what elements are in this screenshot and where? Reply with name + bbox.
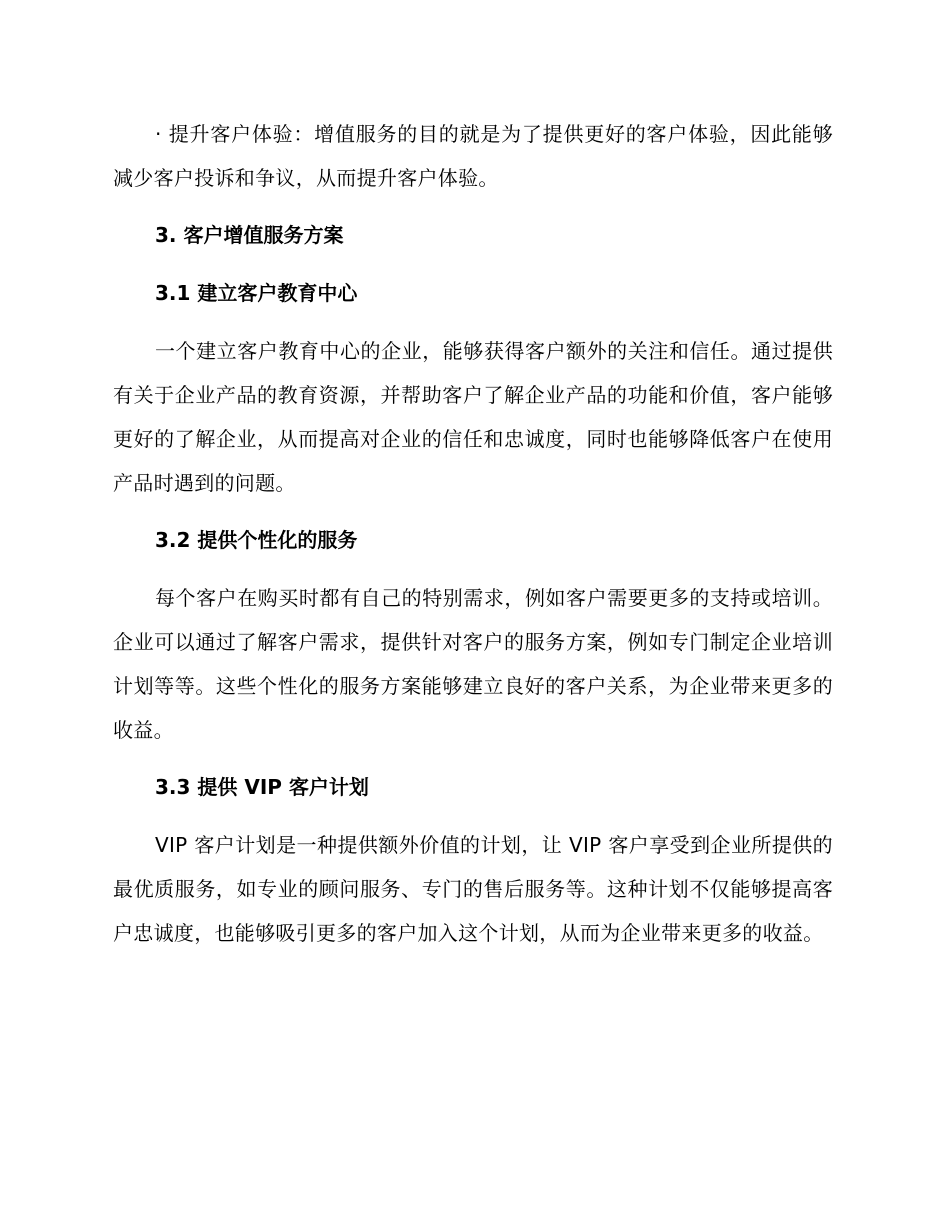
paragraph-customer-experience: · 提升客户体验：增值服务的目的就是为了提供更好的客户体验，因此能够减少客户投诉和争议，从而提升客户体验。 xyxy=(113,122,833,190)
document-body xyxy=(113,112,833,955)
section-heading-3-1: 3.1 建立客户教育中心 xyxy=(155,281,358,305)
paragraph-education-center: 一个建立客户教育中心的企业，能够获得客户额外的关注和信任。通过提供有关于企业产品的教育资源，并帮助客户了解企业产品的功能和价值，客户能够更好的了解企业，从而提高对企业的信任和忠诚度，同时也能够降低客户在使用产品时遇到的问题。 xyxy=(113,339,833,495)
section-heading-3-2: 3.2 提供个性化的服务 xyxy=(155,528,358,552)
paragraph-personalized-service: 每个客户在购买时都有自己的特别需求，例如客户需要更多的支持或培训。企业可以通过了解客户需求，提供针对客户的服务方案，例如专门制定企业培训计划等等。这些个性化的服务方案能够建立良好的客户关系，为企业带来更多的收益。 xyxy=(113,586,833,742)
paragraph-vip-plan: VIP 客户计划是一种提供额外价值的计划，让 VIP 客户享受到企业所提供的最优质服务，如专业的顾问服务、专门的售后服务等。这种计划不仅能够提高客户忠诚度，也能够吸引更多的客户加入这个计划，从而为企业带来更多的收益。 xyxy=(113,833,833,945)
section-heading-3-3: 3.3 提供 VIP 客户计划 xyxy=(155,775,369,799)
section-heading-3: 3. 客户增值服务方案 xyxy=(155,223,344,247)
